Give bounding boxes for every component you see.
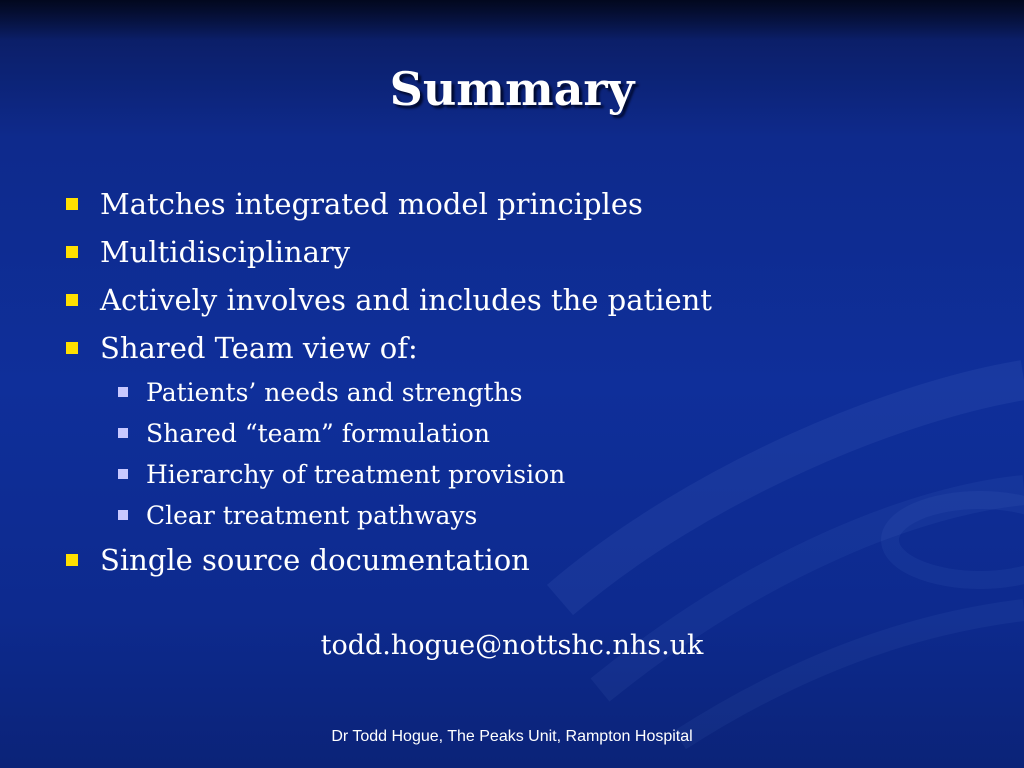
square-sub-bullet-icon [118, 428, 128, 438]
bullet-item [62, 276, 962, 324]
square-bullet-icon [66, 294, 78, 306]
sub-bullet-text: Clear treatment pathways [146, 501, 478, 530]
sub-bullet-item [62, 413, 962, 454]
contact-email: todd.hogue@nottshc.nhs.uk [320, 630, 704, 661]
square-bullet-icon [66, 198, 78, 210]
sub-bullet-item [62, 372, 962, 413]
square-sub-bullet-icon [118, 387, 128, 397]
bullet-text: Multidisciplinary [100, 235, 351, 269]
slide-title: Summary [389, 62, 635, 116]
sub-bullet-text: Hierarchy of treatment provision [146, 460, 566, 489]
square-sub-bullet-icon [118, 469, 128, 479]
square-bullet-icon [66, 342, 78, 354]
bullet-item [62, 536, 962, 584]
square-bullet-icon [66, 246, 78, 258]
bullet-item [62, 324, 962, 372]
sub-bullet-text: Shared “team” formulation [146, 419, 490, 448]
bullet-text: Matches integrated model principles [100, 187, 643, 221]
bullet-text: Shared Team view of: [100, 331, 418, 365]
bullet-item [62, 180, 962, 228]
bullet-item [62, 228, 962, 276]
sub-bullet-item [62, 454, 962, 495]
bullet-text: Actively involves and includes the patient [100, 283, 712, 317]
square-bullet-icon [66, 554, 78, 566]
sub-bullet-text: Patients’ needs and strengths [146, 378, 523, 407]
top-shade [0, 0, 1024, 40]
bullet-text: Single source documentation [100, 543, 530, 577]
slide-footer: Dr Todd Hogue, The Peaks Unit, Rampton Hospital [331, 728, 693, 745]
bullet-list [62, 180, 962, 584]
sub-bullet-item [62, 495, 962, 536]
square-sub-bullet-icon [118, 510, 128, 520]
